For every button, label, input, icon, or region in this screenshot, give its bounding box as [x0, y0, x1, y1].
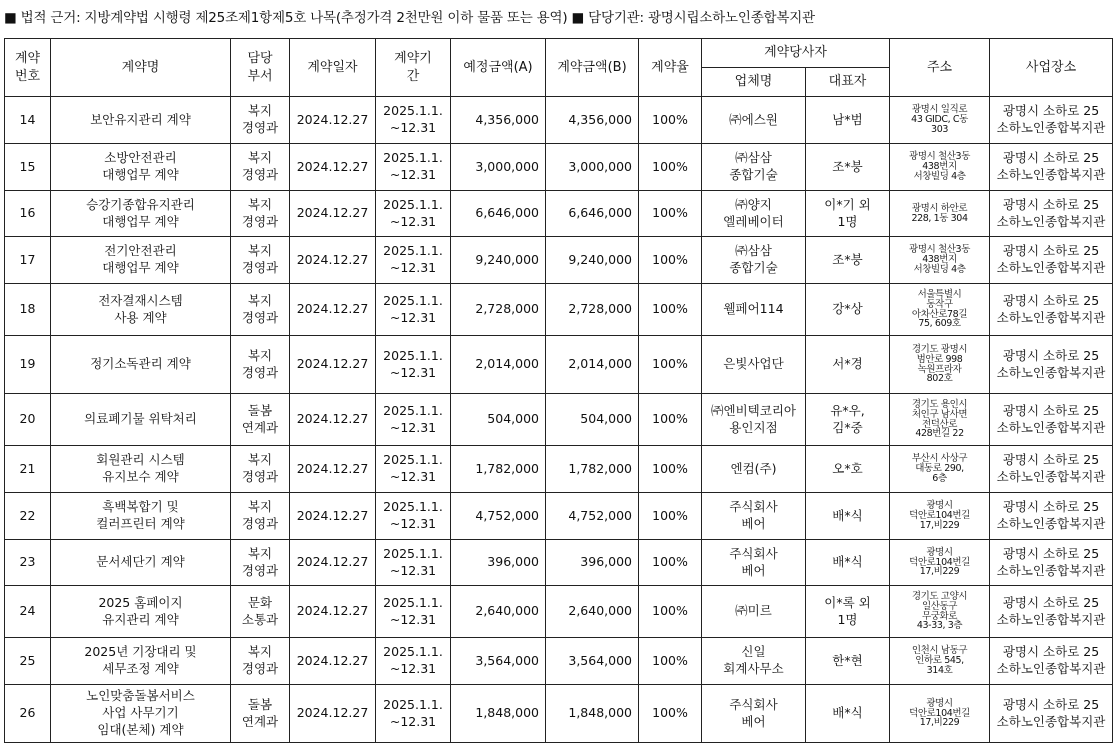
cell-no: 16: [5, 191, 51, 237]
cell-est: 1,848,000: [451, 685, 546, 743]
col-header-name: 계약명: [51, 39, 231, 97]
cell-period: 2025.1.1. ~12.31: [376, 446, 451, 493]
cell-amt: 2,014,000: [546, 336, 639, 394]
contract-table-wrapper: [4, 38, 1113, 743]
cell-name: 노인맞춤돌봄서비스 사업 사무기기 임대(본체) 계약: [51, 685, 231, 743]
cell-est: 4,356,000: [451, 97, 546, 144]
cell-place: 광명시 소하로 25 소하노인종합복지관: [990, 284, 1113, 336]
cell-amt: 1,848,000: [546, 685, 639, 743]
cell-place: 광명시 소하로 25 소하노인종합복지관: [990, 446, 1113, 493]
cell-company: ㈜삼삼 종합기술: [702, 144, 806, 191]
cell-period: 2025.1.1. ~12.31: [376, 685, 451, 743]
cell-dept: 복지 경영과: [231, 144, 290, 191]
cell-dept: 복지 경영과: [231, 284, 290, 336]
cell-place: 광명시 소하로 25 소하노인종합복지관: [990, 540, 1113, 586]
cell-rep: 배*식: [806, 540, 890, 586]
cell-rate: 100%: [639, 586, 702, 638]
cell-est: 2,728,000: [451, 284, 546, 336]
table-row: [5, 638, 1113, 685]
cell-dept: 복지 경영과: [231, 336, 290, 394]
cell-date: 2024.12.27: [290, 394, 376, 446]
cell-name: 승강기종합유지관리 대행업무 계약: [51, 191, 231, 237]
cell-rate: 100%: [639, 446, 702, 493]
cell-date: 2024.12.27: [290, 638, 376, 685]
cell-rep: 이*록 외 1명: [806, 586, 890, 638]
cell-date: 2024.12.27: [290, 446, 376, 493]
cell-period: 2025.1.1. ~12.31: [376, 284, 451, 336]
cell-addr: 경기도 광명시 범안로 998 녹원프라자 802호: [890, 336, 990, 394]
col-header-addr: 주소: [890, 39, 990, 97]
cell-company: ㈜에스원: [702, 97, 806, 144]
cell-dept: 복지 경영과: [231, 540, 290, 586]
cell-amt: 4,752,000: [546, 493, 639, 540]
cell-period: 2025.1.1. ~12.31: [376, 394, 451, 446]
cell-date: 2024.12.27: [290, 144, 376, 191]
cell-company: ㈜양지 엘레베이터: [702, 191, 806, 237]
table-row: [5, 237, 1113, 284]
cell-place: 광명시 소하로 25 소하노인종합복지관: [990, 144, 1113, 191]
contract-table: [4, 38, 1113, 743]
cell-name: 소방안전관리 대행업무 계약: [51, 144, 231, 191]
cell-rate: 100%: [639, 97, 702, 144]
cell-no: 23: [5, 540, 51, 586]
table-row: [5, 284, 1113, 336]
cell-amt: 2,728,000: [546, 284, 639, 336]
cell-place: 광명시 소하로 25 소하노인종합복지관: [990, 336, 1113, 394]
cell-dept: 복지 경영과: [231, 191, 290, 237]
cell-amt: 3,564,000: [546, 638, 639, 685]
cell-rate: 100%: [639, 284, 702, 336]
cell-rep: 한*현: [806, 638, 890, 685]
cell-name: 흑백복합기 및 컬러프린터 계약: [51, 493, 231, 540]
col-header-no: 계약 번호: [5, 39, 51, 97]
cell-addr: 광명시 철산3동 438번지 서창빌딩 4층: [890, 237, 990, 284]
cell-no: 17: [5, 237, 51, 284]
cell-period: 2025.1.1. ~12.31: [376, 493, 451, 540]
cell-company: ㈜미르: [702, 586, 806, 638]
table-row: [5, 336, 1113, 394]
cell-rate: 100%: [639, 191, 702, 237]
cell-date: 2024.12.27: [290, 191, 376, 237]
cell-name: 보안유지관리 계약: [51, 97, 231, 144]
cell-rep: 조*붕: [806, 144, 890, 191]
cell-addr: 광명시 일직로 43 GIDC, C동 303: [890, 97, 990, 144]
cell-period: 2025.1.1. ~12.31: [376, 638, 451, 685]
cell-dept: 돌봄 연계과: [231, 685, 290, 743]
cell-place: 광명시 소하로 25 소하노인종합복지관: [990, 685, 1113, 743]
cell-rate: 100%: [639, 540, 702, 586]
cell-dept: 복지 경영과: [231, 493, 290, 540]
cell-date: 2024.12.27: [290, 284, 376, 336]
cell-no: 20: [5, 394, 51, 446]
cell-no: 25: [5, 638, 51, 685]
cell-place: 광명시 소하로 25 소하노인종합복지관: [990, 237, 1113, 284]
cell-rate: 100%: [639, 493, 702, 540]
cell-amt: 4,356,000: [546, 97, 639, 144]
cell-addr: 부산시 사상구 대동로 290, 6층: [890, 446, 990, 493]
cell-company: 신일 회계사무소: [702, 638, 806, 685]
cell-date: 2024.12.27: [290, 586, 376, 638]
cell-rep: 유*우, 김*중: [806, 394, 890, 446]
cell-rate: 100%: [639, 237, 702, 284]
cell-rep: 이*기 외 1명: [806, 191, 890, 237]
cell-name: 회원관리 시스템 유지보수 계약: [51, 446, 231, 493]
cell-amt: 1,782,000: [546, 446, 639, 493]
cell-period: 2025.1.1. ~12.31: [376, 336, 451, 394]
cell-period: 2025.1.1. ~12.31: [376, 97, 451, 144]
cell-rate: 100%: [639, 144, 702, 191]
cell-rep: 서*경: [806, 336, 890, 394]
cell-period: 2025.1.1. ~12.31: [376, 144, 451, 191]
cell-period: 2025.1.1. ~12.31: [376, 191, 451, 237]
cell-addr: 경기도 고양시 일산동구 무궁화로 43-33, 3층: [890, 586, 990, 638]
cell-date: 2024.12.27: [290, 336, 376, 394]
cell-name: 2025년 기장대리 및 세무조정 계약: [51, 638, 231, 685]
cell-est: 4,752,000: [451, 493, 546, 540]
cell-est: 396,000: [451, 540, 546, 586]
col-header-dept: 담당 부서: [231, 39, 290, 97]
table-row: [5, 586, 1113, 638]
cell-date: 2024.12.27: [290, 97, 376, 144]
cell-rep: 배*식: [806, 493, 890, 540]
table-row: [5, 191, 1113, 237]
col-header-rate: 계약율: [639, 39, 702, 97]
cell-rate: 100%: [639, 685, 702, 743]
cell-amt: 2,640,000: [546, 586, 639, 638]
cell-place: 광명시 소하로 25 소하노인종합복지관: [990, 394, 1113, 446]
cell-period: 2025.1.1. ~12.31: [376, 237, 451, 284]
cell-period: 2025.1.1. ~12.31: [376, 540, 451, 586]
col-header-date: 계약일자: [290, 39, 376, 97]
cell-amt: 396,000: [546, 540, 639, 586]
cell-place: 광명시 소하로 25 소하노인종합복지관: [990, 191, 1113, 237]
cell-no: 18: [5, 284, 51, 336]
cell-est: 6,646,000: [451, 191, 546, 237]
col-header-amt: 계약금액(B): [546, 39, 639, 97]
cell-dept: 복지 경영과: [231, 446, 290, 493]
table-row: [5, 446, 1113, 493]
cell-amt: 9,240,000: [546, 237, 639, 284]
cell-est: 504,000: [451, 394, 546, 446]
cell-rate: 100%: [639, 394, 702, 446]
cell-no: 15: [5, 144, 51, 191]
cell-est: 3,564,000: [451, 638, 546, 685]
cell-name: 전자결재시스템 사용 계약: [51, 284, 231, 336]
cell-name: 2025 홈페이지 유지관리 계약: [51, 586, 231, 638]
cell-addr: 광명시 덕안로104번길 17,비229: [890, 685, 990, 743]
cell-dept: 복지 경영과: [231, 237, 290, 284]
cell-addr: 광명시 덕안로104번길 17,비229: [890, 540, 990, 586]
cell-date: 2024.12.27: [290, 493, 376, 540]
cell-rep: 오*호: [806, 446, 890, 493]
cell-dept: 복지 경영과: [231, 97, 290, 144]
col-header-period: 계약기 간: [376, 39, 451, 97]
cell-est: 1,782,000: [451, 446, 546, 493]
cell-no: 14: [5, 97, 51, 144]
cell-rep: 배*식: [806, 685, 890, 743]
cell-no: 21: [5, 446, 51, 493]
cell-name: 문서세단기 계약: [51, 540, 231, 586]
cell-place: 광명시 소하로 25 소하노인종합복지관: [990, 638, 1113, 685]
cell-name: 전기안전관리 대행업무 계약: [51, 237, 231, 284]
table-row: [5, 493, 1113, 540]
cell-addr: 경기도 용인시 처인구 남사면 전덕산로 428번길 22: [890, 394, 990, 446]
cell-dept: 돌봄 연계과: [231, 394, 290, 446]
cell-addr: 광명시 하안로 228, 1동 304: [890, 191, 990, 237]
cell-company: ㈜삼삼 종합기술: [702, 237, 806, 284]
cell-rep: 강*상: [806, 284, 890, 336]
cell-name: 정기소독관리 계약: [51, 336, 231, 394]
cell-company: ㈜엔비텍코리아 용인지점: [702, 394, 806, 446]
table-row: [5, 685, 1113, 743]
cell-company: 주식회사 베어: [702, 493, 806, 540]
cell-period: 2025.1.1. ~12.31: [376, 586, 451, 638]
cell-no: 24: [5, 586, 51, 638]
cell-place: 광명시 소하로 25 소하노인종합복지관: [990, 586, 1113, 638]
cell-company: 웰페어114: [702, 284, 806, 336]
cell-dept: 문화 소통과: [231, 586, 290, 638]
cell-amt: 3,000,000: [546, 144, 639, 191]
header-text: ■ 법적 근거: 지방계약법 시행령 제25조제1항제5호 나목(추정가격 2천만원 이하 물품 또는 용역) ■ 담당기관: 광명시립소하노인종합복지관: [4, 10, 815, 26]
cell-rep: 남*범: [806, 97, 890, 144]
cell-company: 주식회사 베어: [702, 685, 806, 743]
cell-addr: 광명시 철산3동 438번지 서창빌딩 4층: [890, 144, 990, 191]
cell-est: 3,000,000: [451, 144, 546, 191]
col-header-company: 업체명: [702, 68, 806, 97]
col-header-place: 사업장소: [990, 39, 1113, 97]
cell-no: 22: [5, 493, 51, 540]
cell-no: 19: [5, 336, 51, 394]
cell-rate: 100%: [639, 336, 702, 394]
cell-no: 26: [5, 685, 51, 743]
cell-rep: 조*붕: [806, 237, 890, 284]
table-row: [5, 540, 1113, 586]
cell-name: 의료폐기물 위탁처리: [51, 394, 231, 446]
cell-est: 9,240,000: [451, 237, 546, 284]
cell-amt: 6,646,000: [546, 191, 639, 237]
table-row: [5, 144, 1113, 191]
cell-date: 2024.12.27: [290, 540, 376, 586]
col-header-party: 계약당사자: [702, 39, 890, 68]
cell-rate: 100%: [639, 638, 702, 685]
cell-addr: 광명시 덕안로104번길 17,비229: [890, 493, 990, 540]
table-row: [5, 394, 1113, 446]
cell-est: 2,014,000: [451, 336, 546, 394]
cell-company: 주식회사 베어: [702, 540, 806, 586]
cell-dept: 복지 경영과: [231, 638, 290, 685]
cell-place: 광명시 소하로 25 소하노인종합복지관: [990, 493, 1113, 540]
col-header-rep: 대표자: [806, 68, 890, 97]
cell-addr: 서울특별시 동작구 아차산로78길 75, 609호: [890, 284, 990, 336]
col-header-est: 예정금액(A): [451, 39, 546, 97]
cell-date: 2024.12.27: [290, 237, 376, 284]
cell-amt: 504,000: [546, 394, 639, 446]
cell-date: 2024.12.27: [290, 685, 376, 743]
cell-place: 광명시 소하로 25 소하노인종합복지관: [990, 97, 1113, 144]
cell-addr: 인천시 남동구 인하로 545, 314호: [890, 638, 990, 685]
cell-est: 2,640,000: [451, 586, 546, 638]
cell-company: 은빛사업단: [702, 336, 806, 394]
cell-company: 엔컴(주): [702, 446, 806, 493]
table-row: [5, 97, 1113, 144]
